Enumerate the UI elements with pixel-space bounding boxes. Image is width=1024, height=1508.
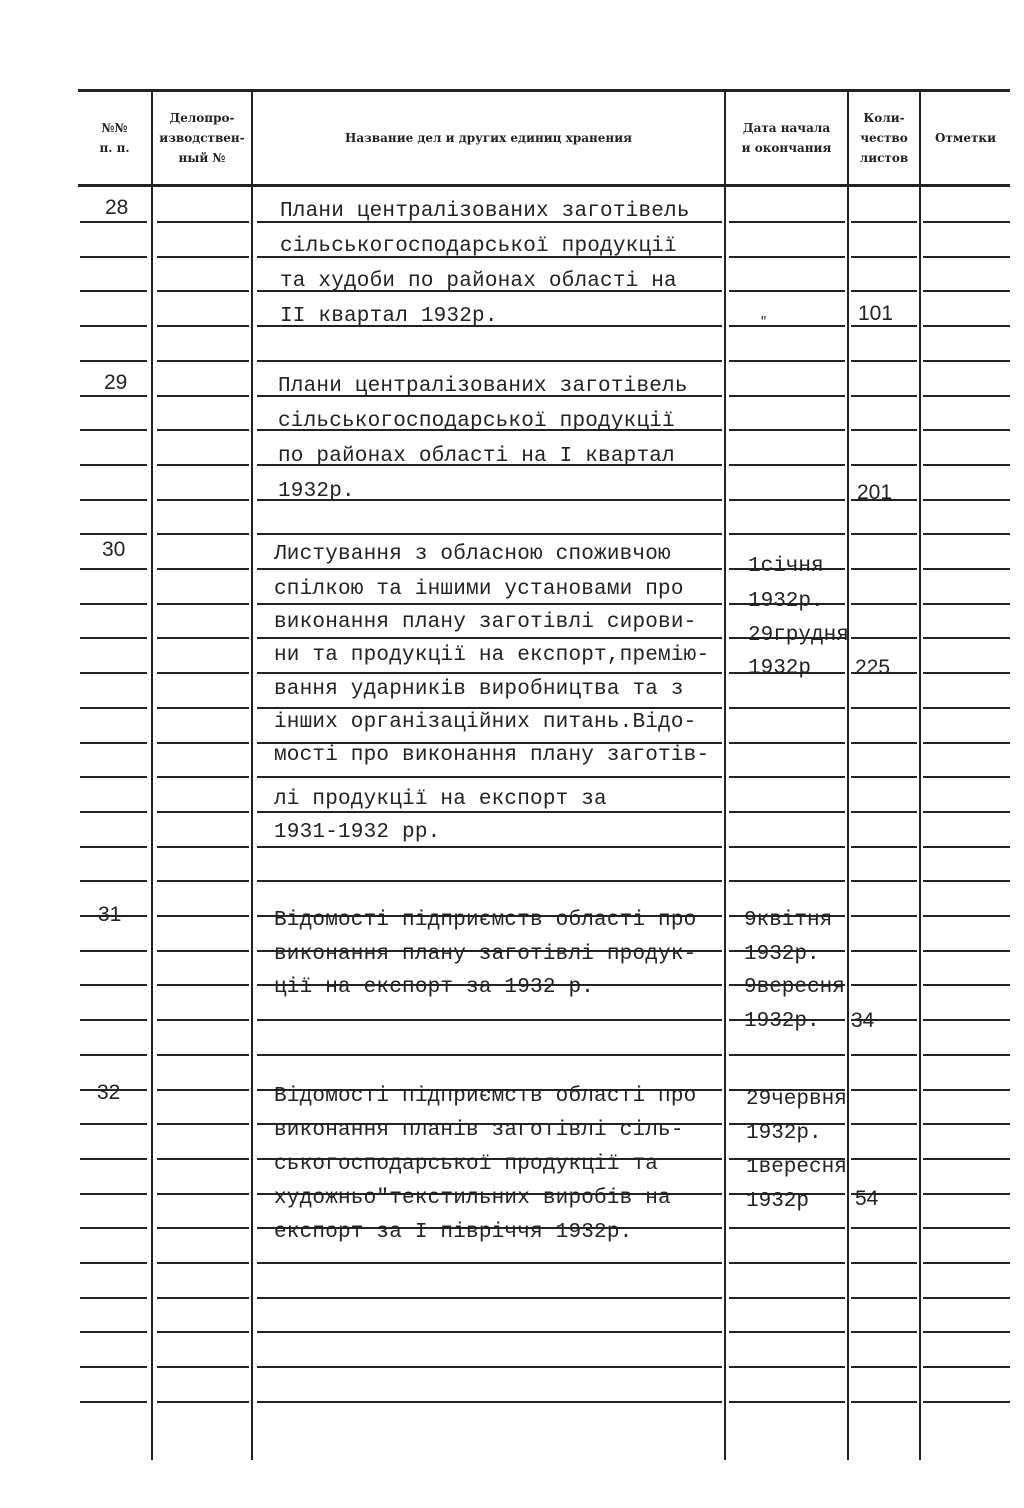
entry-32-number: 32 — [97, 1081, 121, 1104]
header-count-line2: чество — [860, 131, 908, 145]
row-rule — [80, 846, 147, 848]
entry-30-title-line9: 1931-1932 рр. — [274, 821, 441, 844]
entry-28-date-mark: " — [760, 315, 768, 329]
row-rule — [851, 1401, 917, 1403]
row-rule — [851, 846, 917, 848]
row-rule — [851, 221, 917, 223]
entry-31-number: 31 — [98, 903, 122, 926]
row-rule — [157, 1054, 249, 1056]
col-divider-1 — [151, 90, 153, 1460]
row-rule — [729, 1331, 845, 1333]
row-rule — [80, 603, 147, 605]
entry-31-date-line1: 9квітня — [744, 909, 833, 932]
row-rule — [923, 811, 1010, 813]
row-rule — [851, 1297, 917, 1299]
row-rule — [157, 533, 249, 535]
header-office-line3: ный № — [178, 151, 226, 165]
row-rule — [729, 429, 845, 431]
row-rule — [851, 742, 917, 744]
row-rule — [923, 776, 1010, 778]
row-rule — [923, 603, 1010, 605]
row-rule — [80, 1331, 147, 1333]
row-rule — [80, 221, 147, 223]
row-rule — [257, 1262, 722, 1264]
row-rule — [923, 846, 1010, 848]
entry-30-date-line3: 29грудня — [748, 624, 849, 647]
entry-29-title-line4: 1932р. — [278, 480, 355, 503]
header-bottom-rule — [78, 184, 1010, 187]
row-rule — [851, 1331, 917, 1333]
entry-32-date-line1: 29червня — [746, 1088, 847, 1111]
row-rule — [923, 325, 1010, 327]
row-rule — [729, 1054, 845, 1056]
row-rule — [729, 880, 845, 882]
row-rule — [729, 533, 845, 535]
row-rule — [923, 1401, 1010, 1403]
row-rule — [923, 568, 1010, 570]
row-rule — [923, 672, 1010, 674]
row-rule — [80, 429, 147, 431]
col-divider-2 — [251, 90, 253, 1460]
row-rule — [257, 880, 722, 882]
row-rule — [157, 290, 249, 292]
row-rule — [851, 880, 917, 882]
row-rule — [157, 915, 249, 917]
row-rule — [851, 464, 917, 466]
row-rule — [80, 1262, 147, 1264]
header-number-line2: п. п. — [99, 141, 130, 155]
row-rule — [851, 811, 917, 813]
row-rule — [80, 325, 147, 327]
row-rule — [80, 1297, 147, 1299]
header-dates-line2: и окончания — [741, 141, 832, 155]
row-rule — [851, 984, 917, 986]
row-rule — [157, 1331, 249, 1333]
row-rule — [157, 325, 249, 327]
row-rule — [851, 915, 917, 917]
row-rule — [257, 533, 722, 535]
row-rule — [157, 672, 249, 674]
row-rule — [923, 984, 1010, 986]
row-rule — [729, 499, 845, 501]
header-count-line3: листов — [859, 151, 909, 165]
row-rule — [923, 395, 1010, 397]
row-rule — [923, 464, 1010, 466]
row-rule — [851, 256, 917, 258]
entry-28-title-line3: та худоби по районах області на — [280, 270, 677, 293]
row-rule — [851, 1054, 917, 1056]
row-rule — [729, 221, 845, 223]
row-rule — [851, 1158, 917, 1160]
row-rule — [157, 395, 249, 397]
row-rule — [729, 846, 845, 848]
row-rule — [157, 221, 249, 223]
row-rule — [80, 360, 147, 362]
row-rule — [923, 1366, 1010, 1368]
row-rule — [80, 776, 147, 778]
row-rule — [923, 1193, 1010, 1195]
row-rule — [257, 776, 722, 778]
entry-29-title-line3: по районах області на I квартал — [278, 445, 675, 468]
entry-32-title-line2: виконання планів заготівлі сіль- — [274, 1119, 684, 1142]
row-rule — [80, 256, 147, 258]
row-rule — [80, 637, 147, 639]
row-rule — [729, 1366, 845, 1368]
entry-30-title-line6: інших організаційних питань.Відо- — [274, 711, 697, 734]
entry-30-date-line1: 1січня — [748, 555, 824, 578]
row-rule — [851, 1262, 917, 1264]
row-rule — [157, 256, 249, 258]
entry-28-title-line1: Плани централізованих заготівель — [280, 200, 690, 223]
row-rule — [851, 395, 917, 397]
col-divider-4 — [847, 90, 849, 1460]
row-rule — [157, 1123, 249, 1125]
row-rule — [851, 603, 917, 605]
row-rule — [851, 950, 917, 952]
entry-31-title-line2: виконання плану заготівлі продук- — [274, 943, 697, 966]
row-rule — [157, 742, 249, 744]
row-rule — [80, 499, 147, 501]
row-rule — [923, 1331, 1010, 1333]
row-rule — [851, 360, 917, 362]
row-rule — [729, 1262, 845, 1264]
header-count-line1: Коли- — [863, 111, 905, 125]
row-rule — [157, 1227, 249, 1229]
entry-32-title-line4: художньо"текстильних виробів на — [274, 1187, 671, 1210]
row-rule — [157, 1019, 249, 1021]
entry-32-date-line2: 1932р. — [746, 1122, 822, 1145]
row-rule — [923, 1262, 1010, 1264]
row-rule — [923, 880, 1010, 882]
entry-30-date-line4: 1932р — [748, 657, 812, 680]
entry-31-title-line1: Відомості підприємств області про — [274, 909, 697, 932]
row-rule — [923, 915, 1010, 917]
row-rule — [923, 290, 1010, 292]
row-rule — [851, 1123, 917, 1125]
entry-32-title-line1: Відомості підприємств області про — [274, 1085, 697, 1108]
row-rule — [923, 221, 1010, 223]
row-rule — [80, 950, 147, 952]
row-rule — [923, 1054, 1010, 1056]
entry-28-number: 28 — [105, 196, 129, 219]
row-rule — [923, 429, 1010, 431]
row-rule — [157, 1089, 249, 1091]
row-rule — [80, 1227, 147, 1229]
entry-30-title-line7: мості про виконання плану заготів- — [274, 744, 710, 767]
row-rule — [923, 1123, 1010, 1125]
header-number-line1: №№ — [101, 121, 128, 135]
row-rule — [80, 1193, 147, 1195]
row-rule — [157, 360, 249, 362]
entry-32-date-line4: 1932р — [746, 1190, 810, 1213]
row-rule — [851, 776, 917, 778]
row-rule — [851, 1366, 917, 1368]
entry-30-sheets: 225 — [855, 656, 891, 679]
entry-29-title-line1: Плани централізованих заготівель — [278, 375, 688, 398]
row-rule — [157, 464, 249, 466]
header-sheet-count — [849, 92, 919, 184]
entry-32-sheets: 54 — [855, 1187, 879, 1210]
row-rule — [729, 360, 845, 362]
row-rule — [729, 811, 845, 813]
header-dates — [726, 92, 847, 184]
row-rule — [80, 290, 147, 292]
entry-32-date-line3: 1вересня — [746, 1156, 847, 1179]
row-rule — [80, 1019, 147, 1021]
row-rule — [157, 880, 249, 882]
row-rule — [80, 395, 147, 397]
row-rule — [157, 950, 249, 952]
row-rule — [80, 1054, 147, 1056]
row-rule — [80, 672, 147, 674]
row-rule — [851, 290, 917, 292]
row-rule — [851, 707, 917, 709]
row-rule — [157, 568, 249, 570]
row-rule — [923, 360, 1010, 362]
entry-31-sheets: 34 — [851, 1009, 875, 1032]
row-rule — [851, 568, 917, 570]
row-rule — [923, 499, 1010, 501]
row-rule — [157, 1366, 249, 1368]
entry-30-number: 30 — [102, 538, 126, 561]
entry-28-title-line2: сільськогосподарської продукції — [280, 235, 677, 258]
entry-32-title-line5: експорт за I півріччя 1932р. — [274, 1221, 633, 1244]
row-rule — [157, 1297, 249, 1299]
entry-29-number: 29 — [104, 371, 128, 394]
row-rule — [257, 1366, 722, 1368]
row-rule — [257, 1297, 722, 1299]
row-rule — [257, 1401, 722, 1403]
row-rule — [157, 429, 249, 431]
row-rule — [851, 533, 917, 535]
row-rule — [157, 637, 249, 639]
row-rule — [257, 360, 722, 362]
entry-30-date-line2: 1932р. — [748, 590, 824, 613]
row-rule — [80, 464, 147, 466]
row-rule — [157, 846, 249, 848]
row-rule — [729, 776, 845, 778]
row-rule — [80, 1366, 147, 1368]
row-rule — [157, 776, 249, 778]
row-rule — [80, 707, 147, 709]
header-office-number — [153, 92, 251, 184]
row-rule — [923, 1089, 1010, 1091]
entry-31-title-line3: ції на експорт за 1932 р. — [274, 976, 595, 999]
row-rule — [80, 1401, 147, 1403]
row-rule — [157, 1262, 249, 1264]
col-divider-5 — [919, 90, 921, 1460]
header-title-text: Название дел и других единиц хранения — [345, 131, 632, 145]
header-notes — [921, 92, 1010, 184]
header-dates-line1: Дата начала — [742, 121, 831, 135]
row-rule — [729, 256, 845, 258]
row-rule — [923, 707, 1010, 709]
row-rule — [851, 637, 917, 639]
header-number — [78, 92, 151, 184]
row-rule — [257, 1054, 722, 1056]
entry-32-title-line3: ськогосподарської продукції та — [274, 1153, 659, 1176]
row-rule — [157, 984, 249, 986]
entry-30-title-line5: вання ударників виробництва та з — [274, 678, 684, 701]
row-rule — [80, 880, 147, 882]
row-rule — [729, 707, 845, 709]
row-rule — [157, 707, 249, 709]
entry-29-title-line2: сільськогосподарської продукції — [278, 410, 675, 433]
row-rule — [729, 1227, 845, 1229]
row-rule — [80, 984, 147, 986]
row-rule — [923, 1019, 1010, 1021]
col-divider-3 — [724, 90, 726, 1460]
row-rule — [157, 603, 249, 605]
row-rule — [80, 568, 147, 570]
row-rule — [157, 1193, 249, 1195]
row-rule — [257, 1019, 722, 1021]
row-rule — [157, 1158, 249, 1160]
row-rule — [157, 1401, 249, 1403]
entry-28-sheets: 101 — [858, 302, 894, 325]
row-rule — [851, 1227, 917, 1229]
row-rule — [923, 256, 1010, 258]
row-rule — [157, 811, 249, 813]
header-title — [253, 92, 724, 184]
entry-31-date-line3: 9вересня — [744, 976, 845, 999]
entry-30-title-line3: виконання плану заготівлі сирови- — [274, 611, 697, 634]
row-rule — [923, 1297, 1010, 1299]
row-rule — [80, 533, 147, 535]
row-rule — [80, 811, 147, 813]
entry-30-title-line8: лі продукції на експорт за — [274, 788, 607, 811]
row-rule — [851, 429, 917, 431]
row-rule — [851, 1089, 917, 1091]
header-office-line1: Делопро- — [169, 111, 235, 125]
row-rule — [729, 395, 845, 397]
entry-31-date-line4: 1932р. — [744, 1010, 820, 1033]
row-rule — [923, 742, 1010, 744]
row-rule — [923, 1227, 1010, 1229]
row-rule — [80, 742, 147, 744]
row-rule — [729, 325, 845, 327]
row-rule — [923, 637, 1010, 639]
header-notes-text: Отметки — [935, 131, 996, 145]
row-rule — [729, 1297, 845, 1299]
row-rule — [257, 1331, 722, 1333]
entry-30-title-line4: ни та продукції на експорт,премію- — [274, 644, 710, 667]
row-rule — [729, 464, 845, 466]
row-rule — [729, 290, 845, 292]
row-rule — [923, 533, 1010, 535]
row-rule — [729, 1401, 845, 1403]
row-rule — [923, 1158, 1010, 1160]
row-rule — [729, 742, 845, 744]
header-office-line2: изводствен- — [159, 131, 245, 145]
row-rule — [80, 1123, 147, 1125]
entry-28-title-line4: II квартал 1932р. — [280, 305, 498, 328]
row-rule — [80, 1158, 147, 1160]
entry-30-title-line2: спілкою та іншими установами про — [274, 578, 684, 601]
row-rule — [923, 950, 1010, 952]
entry-29-sheets: 201 — [857, 481, 893, 504]
entry-31-date-line2: 1932р. — [744, 943, 820, 966]
row-rule — [157, 499, 249, 501]
entry-30-title-line1: Листування з обласною споживчою — [274, 543, 671, 566]
